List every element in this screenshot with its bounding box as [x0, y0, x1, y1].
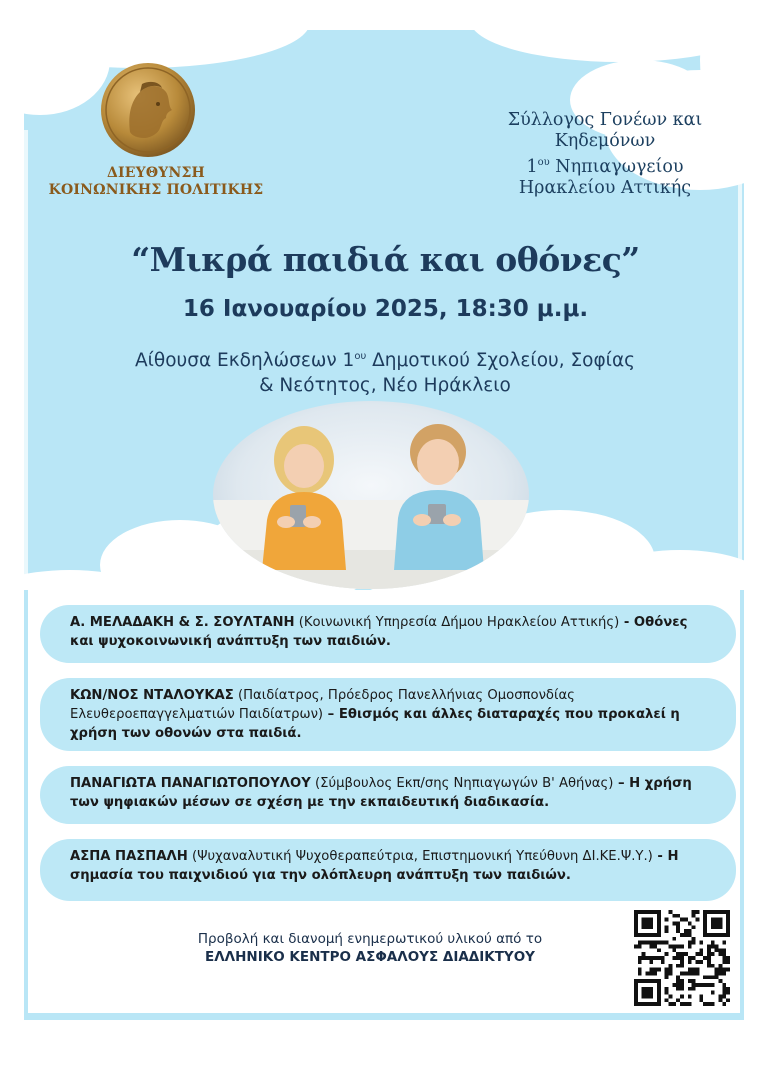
qr-code[interactable]	[634, 910, 730, 1006]
organizer-line3-rest: Νηπιαγωγείου	[549, 156, 684, 177]
talk-topic: – Εθισμός και άλλες διαταραχές που προκαλεί η χρήση των οθονών στα παιδιά.	[70, 707, 680, 741]
talk-item	[40, 605, 736, 663]
talk-topic: - Η σημασία του παιχνιδιού για την ολόπλευρη ανάπτυξη των παιδιών.	[70, 849, 679, 883]
event-venue	[120, 344, 650, 398]
organizer-line3	[480, 152, 730, 178]
talk-item	[40, 678, 736, 751]
organizer-line1: Σύλλογος Γονέων και	[507, 110, 703, 130]
organizer-line3-sup: ου	[537, 157, 550, 168]
organizer-block	[480, 110, 730, 199]
logo-caption	[30, 165, 282, 199]
venue-part-a: Αίθουσα Εκδηλώσεων 1	[134, 350, 355, 372]
venue-part-c: & Νεότητος, Νέο Ηράκλειο	[259, 375, 511, 397]
talk-affiliation: (Παιδίατρος, Πρόεδρος Πανελλήνιας Ομοσπονδίας Ελευθεροεπαγγελματιών Παιδίατρων)	[70, 688, 575, 722]
talk-speaker: Α. ΜΕΛΑΔΑΚΗ & Σ. ΣΟΥΛΤΑΝΗ	[70, 615, 295, 630]
venue-sup: ου	[354, 351, 367, 362]
municipality-coin-logo	[100, 62, 196, 158]
event-title: “Μικρά παιδιά και οθόνες”	[131, 240, 640, 279]
footer-credit	[150, 930, 590, 966]
talk-topic: – Η χρήση των ψηφιακών μέσων σε σχέση με την εκπαιδευτική διαδικασία.	[70, 776, 692, 810]
logo-caption-line2: ΚΟΙΝΩΝΙΚΗΣ ΠΟΛΙΤΙΚΗΣ	[48, 182, 264, 198]
talk-item	[40, 839, 736, 901]
talk-topic: - Οθόνες και ψυχοκοινωνική ανάπτυξη των παιδιών.	[70, 615, 688, 649]
event-date: 16 Ιανουαρίου 2025, 18:30 μ.μ.	[182, 296, 589, 322]
talk-affiliation: (Σύμβουλος Εκπ/σης Νηπιαγωγών Β' Αθήνας)	[310, 776, 614, 791]
children-with-phones-photo	[212, 400, 530, 590]
footer-line1: Προβολή και διανομή ενημερωτικού υλικού από το	[197, 931, 543, 947]
talk-speaker: ΑΣΠΑ ΠΑΣΠΑΛΗ	[70, 849, 188, 864]
logo-caption-line1: ΔΙΕΥΘΥΝΣΗ	[107, 165, 205, 181]
organizer-line3-number: 1	[526, 156, 538, 177]
talk-speaker: ΚΩΝ/ΝΟΣ ΝΤΑΛΟΥΚΑΣ	[70, 688, 234, 703]
footer-line2: ΕΛΛΗΝΙΚΟ ΚΕΝΤΡΟ ΑΣΦΑΛΟΥΣ ΔΙΑΔΙΚΤΥΟΥ	[205, 949, 535, 965]
talk-item	[40, 766, 736, 824]
talk-affiliation: (Κοινωνική Υπηρεσία Δήμου Ηρακλείου Αττικής)	[294, 615, 620, 630]
organizer-line4: Ηρακλείου Αττικής	[518, 177, 692, 198]
venue-part-b: Δημοτικού Σχολείου, Σοφίας	[366, 350, 635, 372]
organizer-line2: Κηδεμόνων	[554, 131, 656, 151]
talk-speaker: ΠΑΝΑΓΙΩΤΑ ΠΑΝΑΓΙΩΤΟΠΟΥΛΟΥ	[70, 776, 311, 791]
talk-affiliation: (Ψυχαναλυτική Ψυχοθεραπεύτρια, Επιστημονική Υπεύθυνη ΔΙ.ΚΕ.Ψ.Υ.)	[187, 849, 653, 864]
